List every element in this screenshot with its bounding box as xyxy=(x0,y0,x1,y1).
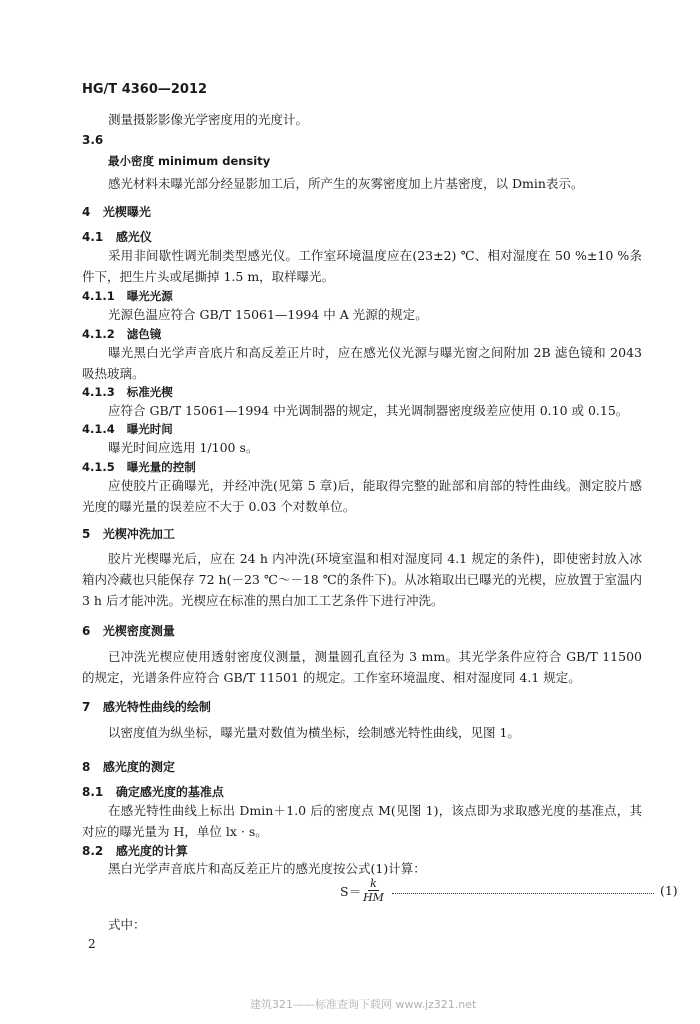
s4-1-1-number: 4.1.1 xyxy=(82,289,115,303)
s4-1-2-heading xyxy=(82,326,161,342)
formula-denominator: HM xyxy=(363,891,384,904)
s8-1-number: 8.1 xyxy=(82,785,104,799)
s4-1-4-title: 曝光时间 xyxy=(126,422,173,436)
formula-numerator: k xyxy=(370,877,377,890)
s8-heading xyxy=(82,758,175,775)
s7-number: 7 xyxy=(82,700,91,714)
s4-1-heading xyxy=(82,228,152,245)
s8-2-title: 感光度的计算 xyxy=(115,844,188,858)
s7-text: 以密度值为纵坐标，曝光量对数值为横坐标，绘制感光特性曲线，见图 1。 xyxy=(108,725,520,740)
s4-1-5-heading xyxy=(82,459,196,475)
formula-fraction xyxy=(363,877,384,904)
s4-1-3-title: 标准光楔 xyxy=(126,385,173,399)
s8-1-heading xyxy=(82,783,224,800)
s4-1-text: 采用非间歇性调光制类型感光仪。工作室环境温度应在(23±2) ℃、相对湿度在 50 %±10 %条件下，把生片头或尾撕掉 1.5 m，取样曝光。 xyxy=(82,248,642,284)
s3-6-title: 最小密度 minimum density xyxy=(108,154,271,168)
s4-1-1-title: 曝光光源 xyxy=(126,289,173,303)
line-top: 测量摄影影像光学密度用的光度计。 xyxy=(108,112,309,127)
s4-1-3-number: 4.1.3 xyxy=(82,385,115,399)
s4-1-4-text: 曝光时间应选用 1/100 s。 xyxy=(108,440,259,455)
s5-text: 胶片光楔曝光后，应在 24 h 内冲洗(环境室温和相对湿度同 4.1 规定的条件)，即使密封放入冰箱内冷藏也只能保存 72 h(－23 ℃～－18 ℃的条件下)。从冰箱取出已曝光的光楔，应放置于室温内 3 h 后才能冲洗。光楔应在标准的黑白加工工艺条件下进行冲洗。 xyxy=(82,551,642,608)
s4-1-2-title: 滤色镜 xyxy=(126,327,162,341)
s4-1-3-heading xyxy=(82,384,173,400)
formula-leader-dots xyxy=(392,893,654,894)
s5-heading xyxy=(82,525,175,542)
s4-1-4-heading xyxy=(82,421,173,437)
formula-lhs: S＝ xyxy=(340,883,362,899)
s4-number: 4 xyxy=(82,205,91,219)
s5-number: 5 xyxy=(82,527,91,541)
s8-title: 感光度的测定 xyxy=(102,760,175,774)
standard-code: HG/T 4360—2012 xyxy=(82,82,208,97)
s8-number: 8 xyxy=(82,760,91,774)
s4-1-5-title: 曝光量的控制 xyxy=(126,460,196,474)
s6-title: 光楔密度测量 xyxy=(102,624,175,638)
s8-2-text: 黑白光学声音底片和高反差正片的感光度按公式(1)计算： xyxy=(108,861,426,876)
s3-6-text: 感光材料未曝光部分经显影加工后，所产生的灰雾密度加上片基密度，以 Dmin表示。 xyxy=(108,176,584,191)
s5-title: 光楔冲洗加工 xyxy=(102,527,175,541)
s6-text: 已冲洗光楔应使用透射密度仪测量，测量圆孔直径为 3 mm。其光学条件应符合 GB/T 11500 的规定，光谱条件应符合 GB/T 11501 的规定。工作室环境温度、相对湿度同 4.1 规定。 xyxy=(82,649,642,685)
s3-6-number: 3.6 xyxy=(82,133,104,147)
s4-1-4-number: 4.1.4 xyxy=(82,422,115,436)
footer-watermark: 建筑321——标准查询下载网 www.jz321.net xyxy=(250,998,477,1011)
page-number: 2 xyxy=(88,937,96,951)
s6-number: 6 xyxy=(82,624,91,638)
s4-1-5-number: 4.1.5 xyxy=(82,460,115,474)
s4-heading xyxy=(82,203,151,220)
where-label: 式中： xyxy=(108,917,146,932)
s8-1-text: 在感光特性曲线上标出 Dmin＋1.0 后的密度点 M(见图 1)，该点即为求取感光度的基准点，其对应的曝光量为 H，单位 lx · s。 xyxy=(82,803,642,839)
s4-1-title: 感光仪 xyxy=(115,230,152,244)
s4-1-1-text: 光源色温应符合 GB/T 15061—1994 中 A 光源的规定。 xyxy=(108,307,428,322)
s4-1-3-text: 应符合 GB/T 15061—1994 中光调制器的规定，其光调制器密度级差应使用 0.10 或 0.15。 xyxy=(108,403,629,418)
formula-number: (1) xyxy=(659,883,678,898)
s4-1-5-text: 应使胶片正确曝光，并经冲洗(见第 5 章)后，能取得完整的趾部和肩部的特性曲线。测定胶片感光度的曝光量的误差应不大于 0.03 个对数单位。 xyxy=(82,478,642,514)
s8-2-heading xyxy=(82,842,188,859)
s4-title: 光楔曝光 xyxy=(102,205,151,219)
s7-title: 感光特性曲线的绘制 xyxy=(102,700,211,714)
s6-heading xyxy=(82,622,175,639)
s4-1-2-text: 曝光黑白光学声音底片和高反差正片时，应在感光仪光源与曝光窗之间附加 2B 滤色镜和 2043 吸热玻璃。 xyxy=(82,345,642,381)
s7-heading xyxy=(82,698,211,715)
s8-2-number: 8.2 xyxy=(82,844,104,858)
formula-1 xyxy=(340,877,678,904)
s8-1-title: 确定感光度的基准点 xyxy=(115,785,224,799)
s4-1-1-heading xyxy=(82,288,173,304)
s4-1-2-number: 4.1.2 xyxy=(82,327,115,341)
s4-1-number: 4.1 xyxy=(82,230,104,244)
